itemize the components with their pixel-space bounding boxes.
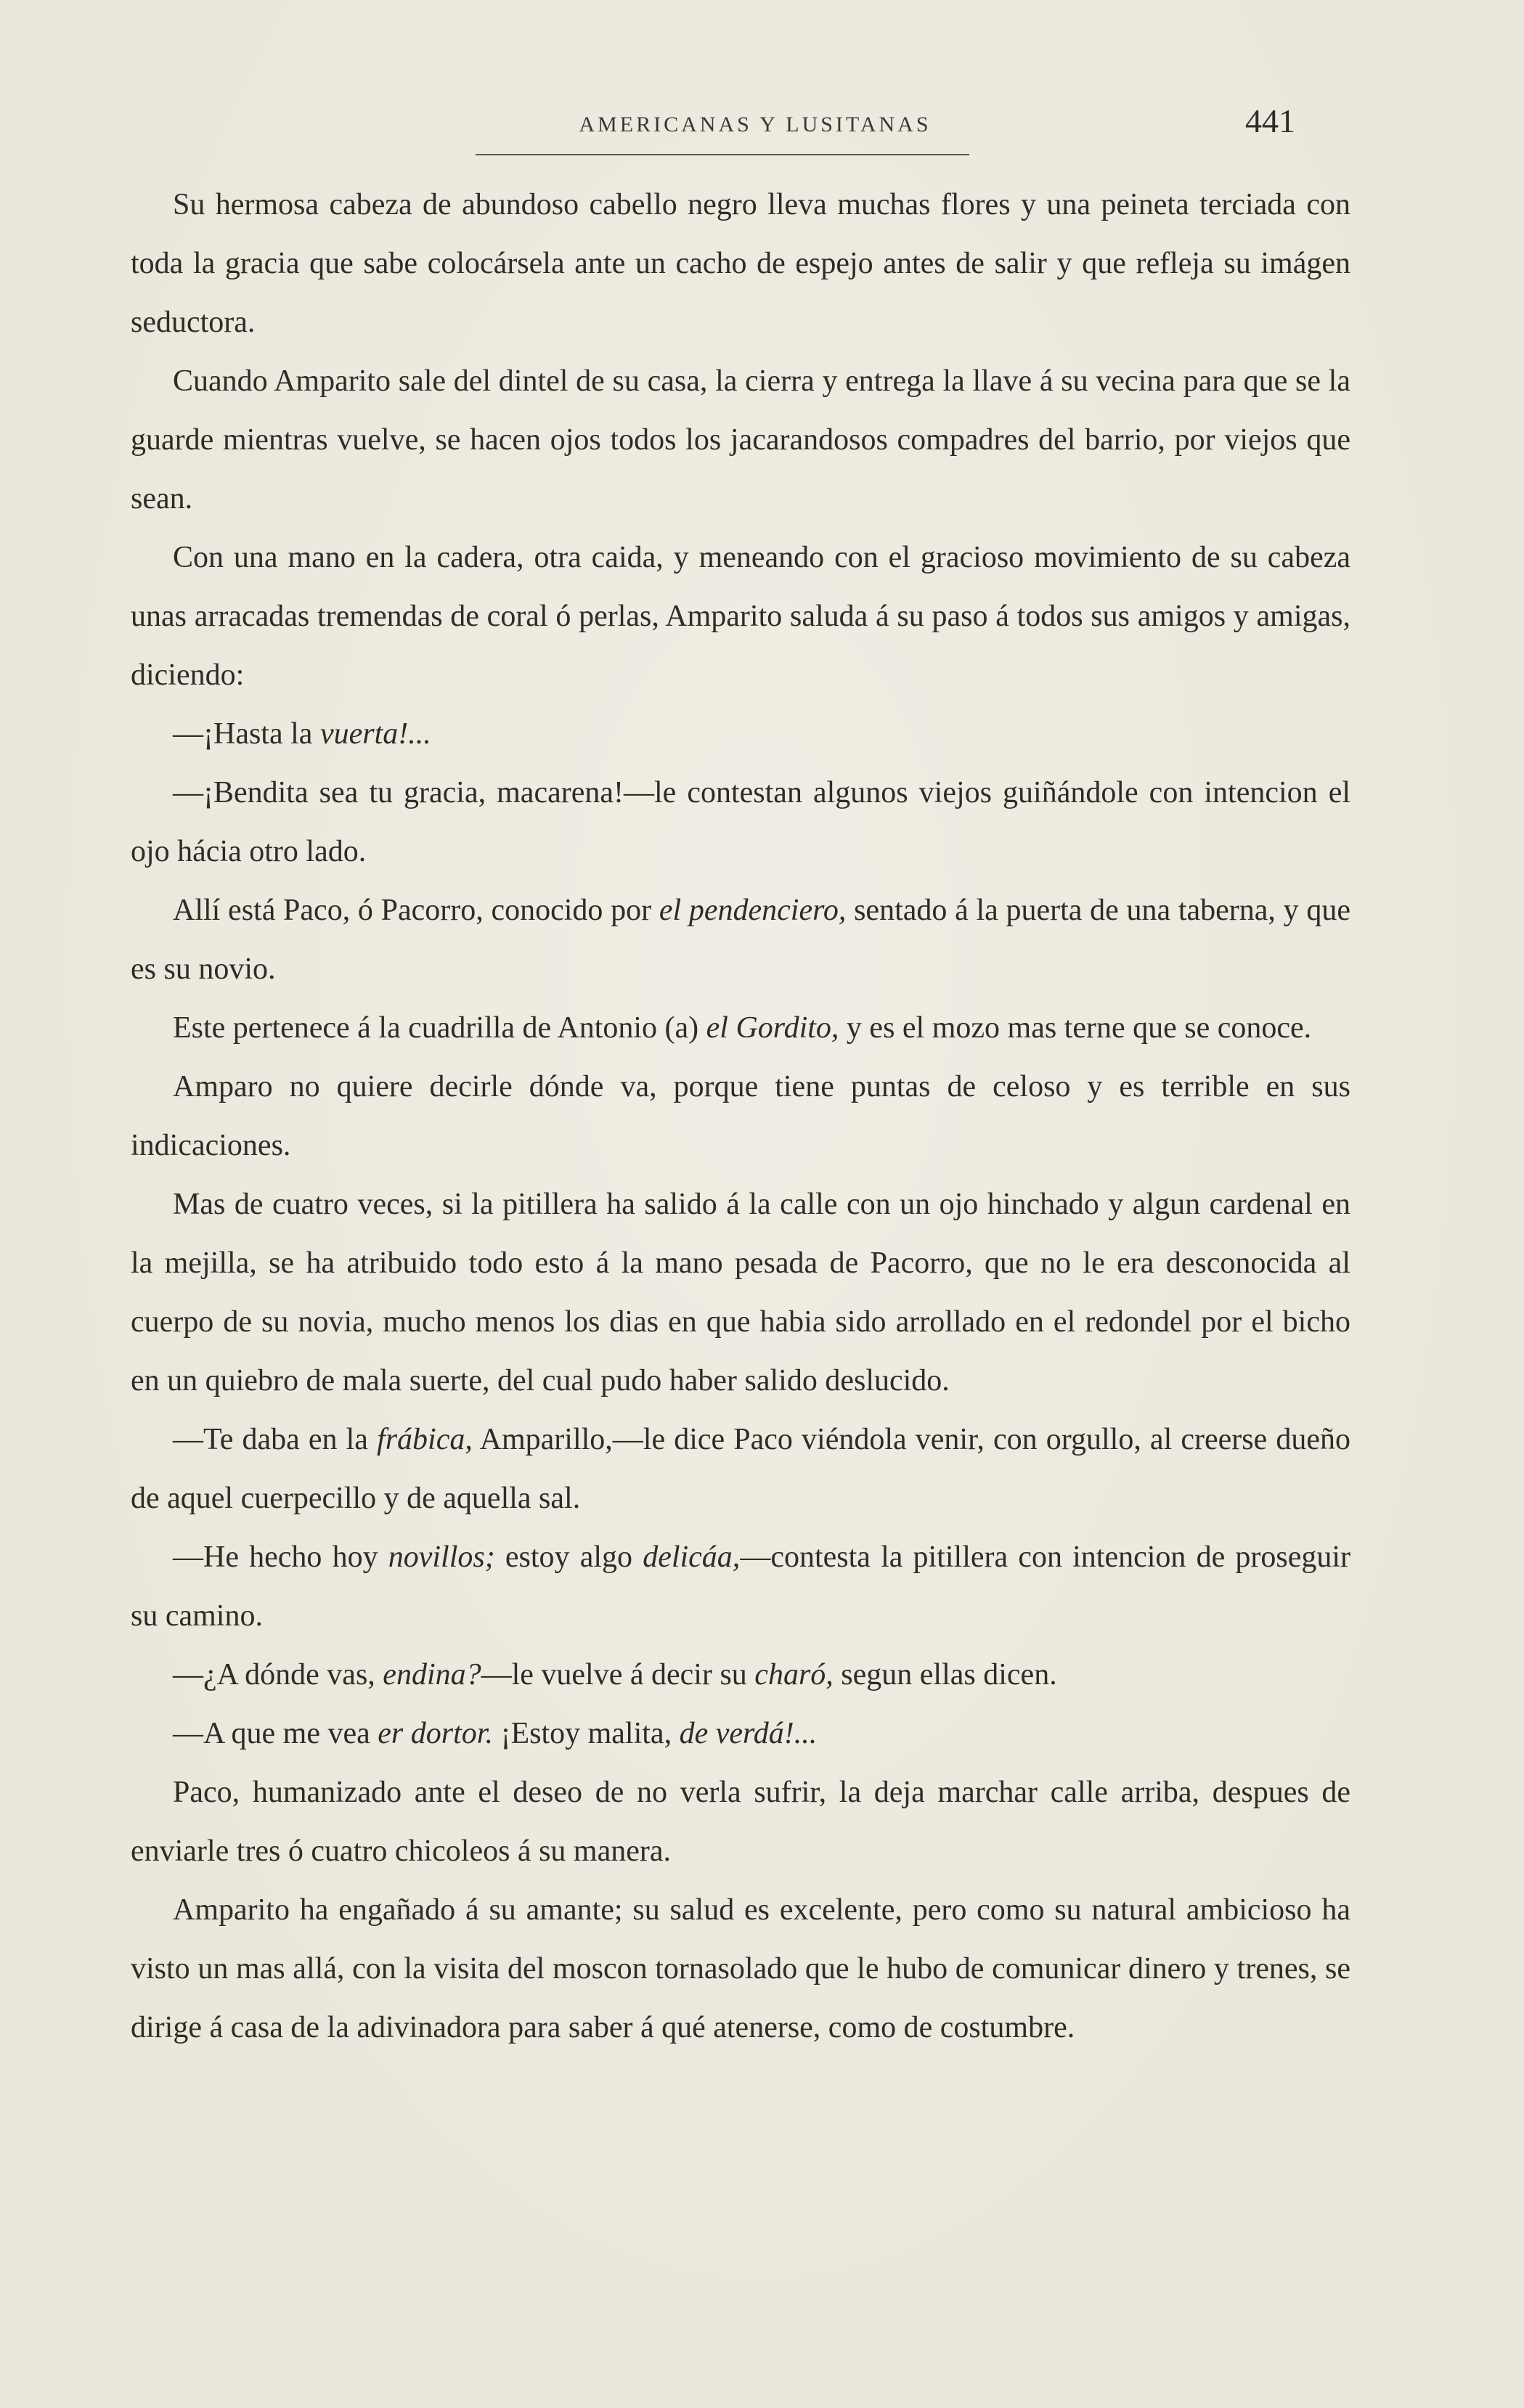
text-run: segun ellas dicen. [833, 1658, 1057, 1691]
italic-text: charó, [754, 1658, 834, 1691]
text-run: Cuando Amparito sale del dintel de su casa, la cierra y entrega la llave á su vecina para que se la guarde mientras vuelve, se hacen ojos todos los jacarandosos compadres del barrio, por viejos que sean. [131, 364, 1350, 515]
text-run: Mas de cuatro veces, si la pitillera ha salido á la calle con un ojo hinchado y algun cardenal en la mejilla, se ha atribuido todo esto á la mano pesada de Pacorro, que no le era desconocida al cuerpo de su novia, mucho menos los dias en que habia sido arrollado en el redondel por el bicho en un quiebro de mala suerte, del cual pudo haber salido deslucido. [131, 1188, 1350, 1397]
italic-text: novillos; [388, 1540, 495, 1574]
text-run: sentado á la puerta de una taberna, y que es su novio. [131, 894, 1350, 986]
text-run: Amparo no quiere decirle dónde va, porque tiene puntas de celoso y es terrible en sus indicaciones. [131, 1070, 1350, 1162]
text-run: Amparillo,—le dice Paco viéndola venir, con orgullo, al creerse dueño de aquel cuerpecillo y de aquella sal. [131, 1423, 1350, 1515]
text-run: —He hecho hoy [173, 1540, 388, 1574]
text-run: —¡Hasta la [173, 717, 320, 751]
paragraph [131, 1058, 1350, 1175]
text-run: —le vuelve á decir su [481, 1658, 755, 1691]
paragraph [131, 999, 1350, 1058]
italic-text: vuerta!... [319, 717, 431, 751]
text-run: Este pertenece á la cuadrilla de Antonio (a) [173, 1011, 706, 1045]
italic-text: el Gordito, [706, 1011, 839, 1045]
paragraph [131, 1705, 1350, 1763]
text-run: Con una mano en la cadera, otra caida, y meneando con el gracioso movimiento de su cabeza unas arracadas tremendas de coral ó perlas, Amparito saluda á su paso á todos sus amigos y amigas, diciendo: [131, 541, 1350, 692]
text-run: Allí está Paco, ó Pacorro, conocido por [173, 894, 659, 927]
text-run: —¿A dónde vas, [173, 1658, 383, 1691]
paragraph [131, 1411, 1350, 1528]
text-run: —¡Bendita sea tu gracia, macarena!—le contestan algunos viejos guiñándole con intencion el ojo hácia otro lado. [131, 776, 1350, 868]
text-run: ¡Estoy malita, [492, 1717, 680, 1750]
text-run: Amparito ha engañado á su amante; su salud es excelente, pero como su natural ambicioso ha visto un mas allá, con la visita del moscon tornasolado que le hubo de comunicar dinero y trenes, se dirige á casa de la adivinadora para saber á qué atenerse, como de costumbre. [131, 1893, 1350, 2044]
paragraph [131, 1175, 1350, 1411]
paragraph [131, 705, 1350, 764]
text-run: —contesta la pitillera con intencion de proseguir su camino. [131, 1540, 1351, 1633]
body-text [131, 176, 1350, 2057]
italic-text: er dortor. [378, 1717, 493, 1750]
paragraph [131, 881, 1350, 999]
italic-text: de verdá!... [679, 1717, 818, 1750]
text-run: Paco, humanizado ante el deseo de no verla sufrir, la deja marchar calle arriba, despues de enviarle tres ó cuatro chicoleos á su manera. [131, 1776, 1350, 1868]
text-run: Su hermosa cabeza de abundoso cabello negro lleva muchas flores y una peineta terciada con toda la gracia que sabe colocársela ante un cacho de espejo antes de salir y que refleja su imágen seductora. [131, 188, 1350, 339]
text-run: —Te daba en la [173, 1423, 378, 1456]
italic-text: delicáa, [643, 1540, 741, 1574]
text-run: estoy algo [494, 1540, 643, 1574]
paragraph [131, 1881, 1350, 2057]
running-title: AMERICANAS Y LUSITANAS [579, 113, 932, 136]
italic-text: el pendenciero, [659, 894, 847, 927]
text-run: y es el mozo mas terne que se conoce. [839, 1011, 1312, 1045]
text-run: —A que me vea [173, 1717, 378, 1750]
page-number: 441 [1245, 102, 1295, 139]
paragraph [131, 1763, 1350, 1881]
paragraph [131, 764, 1350, 881]
italic-text: endina? [383, 1658, 481, 1691]
italic-text: frábica, [377, 1423, 473, 1456]
header-rule [476, 154, 969, 155]
paragraph [131, 528, 1350, 705]
paragraph [131, 1528, 1350, 1646]
paragraph [131, 1646, 1350, 1705]
paragraph [131, 176, 1350, 352]
paragraph [131, 352, 1350, 528]
